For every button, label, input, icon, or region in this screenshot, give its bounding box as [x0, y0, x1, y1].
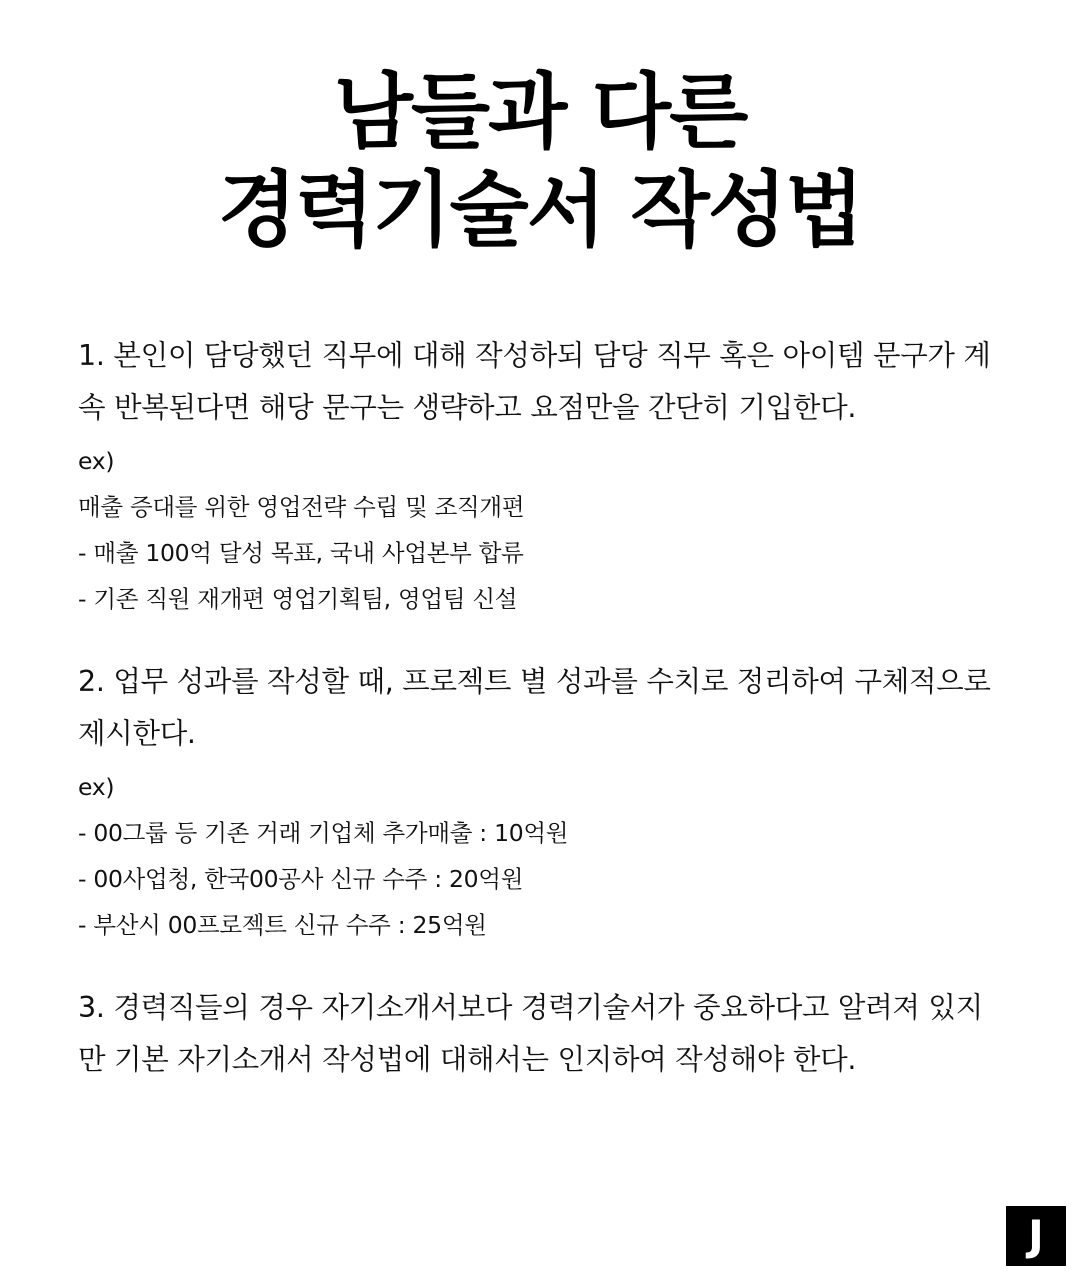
- logo-letter: J: [1028, 1211, 1044, 1260]
- example-line: - 매출 100억 달성 목표, 국내 사업본부 합류: [78, 539, 524, 567]
- example-line: - 00사업청, 한국00공사 신규 수주 : 20억원: [78, 865, 524, 893]
- title-line-2: 경력기술서 작성법: [217, 163, 863, 258]
- title-line-1: 남들과 다른: [333, 65, 747, 160]
- example-line: ex): [78, 447, 115, 475]
- content: [78, 330, 1008, 1086]
- example-line: - 기존 직원 재개편 영업기획팀, 영업팀 신설: [78, 585, 518, 613]
- section-1: [78, 330, 1008, 622]
- section-3-text: 3. 경력직들의 경우 자기소개서보다 경력기술서가 중요하다고 알려져 있지만 기본 자기소개서 작성법에 대해서는 인지하여 작성해야 한다.: [78, 991, 983, 1076]
- section-2-text: 2. 업무 성과를 작성할 때, 프로젝트 별 성과를 수치로 정리하여 구체적으로 제시한다.: [78, 665, 991, 750]
- page-title: [0, 64, 1080, 260]
- example-line: - 00그룹 등 기존 거래 기업체 추가매출 : 10억원: [78, 819, 569, 847]
- section-1-examples: [78, 438, 1008, 622]
- example-line: ex): [78, 773, 115, 801]
- section-3: [78, 982, 1008, 1086]
- brand-logo: [1006, 1206, 1066, 1266]
- section-2: [78, 656, 1008, 948]
- example-line: - 부산시 00프로젝트 신규 수주 : 25억원: [78, 911, 487, 939]
- example-line: 매출 증대를 위한 영업전략 수립 및 조직개편: [78, 493, 525, 521]
- section-2-examples: [78, 764, 1008, 948]
- section-1-text: 1. 본인이 담당했던 직무에 대해 작성하되 담당 직무 혹은 아이템 문구가 계속 반복된다면 해당 문구는 생략하고 요점만을 간단히 기입한다.: [78, 339, 991, 424]
